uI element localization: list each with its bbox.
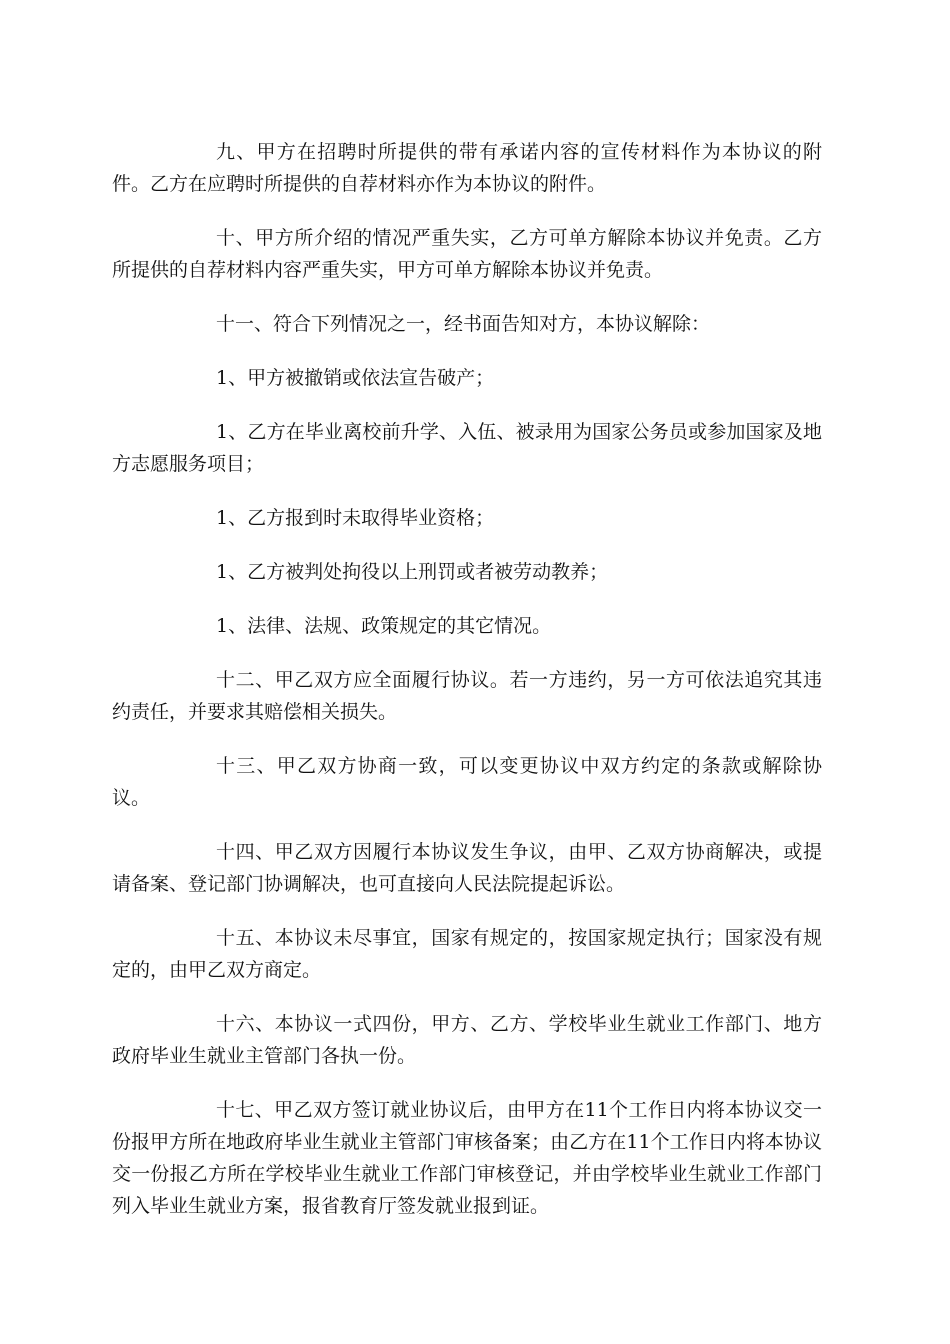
clause-10: 十、甲方所介绍的情况严重失实，乙方可单方解除本协议并免责。乙方所提供的自荐材料内容严重失实，甲方可单方解除本协议并免责。 — [112, 227, 822, 281]
clause-11-item-1: 1、甲方被撤销或依法宣告破产； — [216, 367, 495, 389]
clause-11-item-3: 1、乙方报到时未取得毕业资格； — [216, 507, 495, 529]
clause-17: 十七、甲乙双方签订就业协议后，由甲方在11个工作日内将本协议交一份报甲方所在地政府毕业生就业主管部门审核备案；由乙方在11个工作日内将本协议交一份报乙方所在学校毕业生就业工作部门审核登记，并由学校毕业生就业工作部门列入毕业生就业方案，报省教育厅签发就业报到证。 — [112, 1099, 822, 1217]
clause-12: 十二、甲乙双方应全面履行协议。若一方违约，另一方可依法追究其违约责任，并要求其赔偿相关损失。 — [112, 669, 822, 723]
clause-16: 十六、本协议一式四份，甲方、乙方、学校毕业生就业工作部门、地方政府毕业生就业主管部门各执一份。 — [112, 1013, 822, 1067]
document-body — [112, 136, 822, 1244]
clause-13: 十三、甲乙双方协商一致，可以变更协议中双方约定的条款或解除协议。 — [112, 755, 822, 809]
clause-11-item-2: 1、乙方在毕业离校前升学、入伍、被录用为国家公务员或参加国家及地方志愿服务项目； — [112, 421, 822, 475]
clause-11: 十一、符合下列情况之一，经书面告知对方，本协议解除： — [216, 313, 711, 335]
clause-11-item-5: 1、法律、法规、政策规定的其它情况。 — [216, 615, 552, 637]
clause-9: 九、甲方在招聘时所提供的带有承诺内容的宣传材料作为本协议的附件。乙方在应聘时所提供的自荐材料亦作为本协议的附件。 — [112, 141, 822, 195]
clause-15: 十五、本协议未尽事宜，国家有规定的，按国家规定执行；国家没有规定的，由甲乙双方商定。 — [112, 927, 822, 981]
clause-11-item-4: 1、乙方被判处拘役以上刑罚或者被劳动教养； — [216, 561, 609, 583]
clause-14: 十四、甲乙双方因履行本协议发生争议，由甲、乙双方协商解决，或提请备案、登记部门协调解决，也可直接向人民法院提起诉讼。 — [112, 841, 822, 895]
